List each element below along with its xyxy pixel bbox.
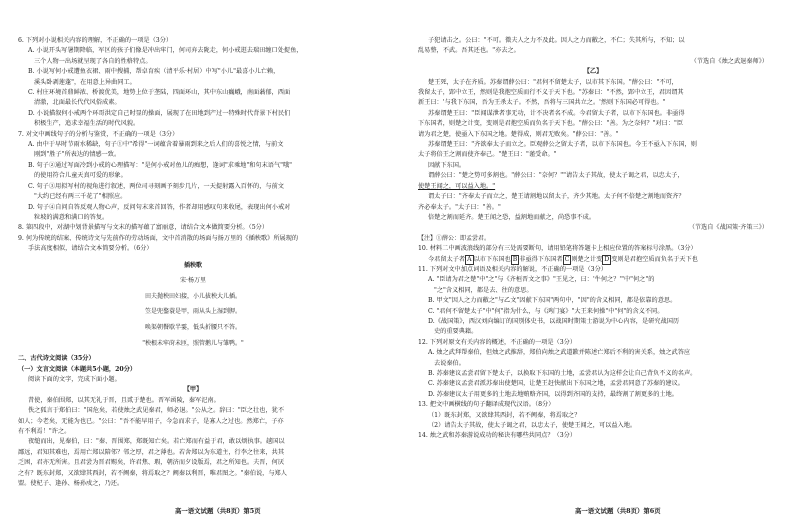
passage-yi-line-4: 苏秦谓楚王曰："臣闻谋泄者事无功，计不决者名不成。今君留太子者，以市下东国也。非亟得: [428, 109, 685, 117]
passage-jia-label: 【甲】: [183, 386, 203, 394]
q11-option-d-cont: 史的重要典籍。: [434, 328, 478, 336]
right-column: [418, 36, 768, 442]
page-footer-left: 高一语文试题（共8页）第5页: [175, 507, 261, 515]
q7-option-b-cont: 的使用符合儿童天真可爱的形象。: [34, 172, 127, 180]
question-14: 14. 烛之武和苏秦游说成功的秘诀有哪些共同点？（3分）: [418, 432, 577, 440]
passage-yi-line-10: 谓薛公曰："楚之势可多割也。"薛公曰："奈何？""请告太子其故，使太子谒之君，以忠太子，: [428, 172, 684, 180]
left-column: [18, 36, 368, 489]
section-2a-intro: 阅读下面的文字，完成下面小题。: [28, 375, 121, 383]
q7-option-a: A. 由中于早时节雨水稀缺，句子①中"希得"一词蕴含着暴雨到来之后人们的喜悦之情，与前文: [28, 141, 284, 149]
question-10-segments: [418, 255, 768, 265]
passage-yi-line-11: 使楚王闻之，可以益入地。": [418, 182, 496, 190]
box-b: B: [512, 255, 518, 263]
q11-option-a-cont: "之"含义相同，都是去、往的意思。: [434, 286, 533, 294]
passage-jia-line-7: 乏困，君亦无所害。且君尝为晋君赐矣，许君焦、瑕，朝济而夕设版焉，君之所知也。夫晋，何厌: [18, 459, 285, 467]
poem-line-1: 田夫抛秧田妇接，小儿拔秧大儿插。: [144, 292, 241, 300]
question-10: 10. 材料二中画波浪线的部分有三处需要断句，请用铅笔将答题卡上相应位置的答案标号涂黑。（3分）: [418, 245, 697, 253]
passage-yi-line-14: 倍楚之割而延齐。楚王闻之恐，益割地而献之，尚恐事不成。: [428, 213, 596, 221]
question-8: 8. 第四段中，对湖中划背景描写与文末的描写蕴了富丽意，请结合文本做简要分析。（5分）: [18, 224, 269, 232]
passage-jia-line-4: 有不利焉！"许之。: [18, 427, 71, 435]
section-2-heading: 二、古代诗文阅读（35分）: [18, 355, 95, 363]
q7-option-b: B. 句子②通过写面冷到小戒的心理描写："是何小戒对鱼儿的痴想，逢词"求乘地"和句末语气"哦": [28, 161, 293, 169]
segment-3: 非亟得下东国者: [519, 255, 563, 263]
q7-option-a-cont: 刚到"胜子"所表达的情感一致。: [34, 151, 121, 159]
q6-option-d: D. 小说描叙何小戒两个环哥洪定自己时显的操面，展现了在田地到产过一特殊时代背景下村民们: [28, 109, 291, 117]
passage-yi-line-8: 太子将倍王之割而使齐奉己。"楚王曰："谨受命。": [418, 151, 557, 159]
page-footer-right: 高一语文试题（共8页）第6页: [575, 507, 661, 515]
passage-jia-line-10: 子犯请击之。公曰："不可。微夫人之力不及此。因人之力而敝之，不仁；失其所与，不知；以: [428, 37, 685, 44]
q13-part-2: （2）请告太子其故，使太子谒之君，以忠太子，使楚王闻之，可以益入地。: [428, 422, 637, 430]
segment-2: 以市下东国也: [473, 255, 511, 263]
poem-title: 插秧歌: [183, 261, 202, 269]
passage-yi-line-2: 我留太子，郢中立王，然则是我抱空质而行不义于天下也。"苏秦曰："不然，郢中立王，君因谓其: [418, 89, 684, 97]
passage-jia-line-11: 乱易整，不武。吾其还也。"亦去之。: [418, 47, 520, 55]
q12-option-b: B. 苏秦建议孟尝君留下楚太子，以换取下东国的土地，孟尝君认为这样会让自己背负不义的名声。: [428, 370, 697, 377]
q13-part-1: （1）既东封郑，又欲肆其西封，若不阙秦，将焉取之？: [428, 411, 581, 419]
passage-jia-line-2: 佚之狐言于郑伯曰："国危矣，若使烛之武见秦君，师必退。"公从之。辞曰："臣之壮也，犹不: [28, 407, 285, 415]
segment-5: 变则是君抱空质而负名于天下也: [611, 255, 698, 263]
q12-option-a: A. 烛之武拜帮秦伯，但烛之武推辞，郑伯向烛之武道歉并陈述亡郑后不利的害关系，烛之武答应: [428, 349, 691, 357]
passage-jia-line-8: 之有？既东封郑，又欲肆其西封，若不阙秦，将焉取之？阙秦以利晋，唯君图之。"秦伯说，与郑人: [18, 469, 287, 477]
passage-jia-line-6: 鄙远，君知其难也，焉用亡郑以陪邻？邻之厚，君之薄也。若舍郑以为东道主，行李之往来，共其: [18, 448, 285, 456]
passage-yi-line-6: 请为君之楚，使亟入下东国之地。楚得成，则君无败矣。"薛公曰："善。": [418, 130, 619, 138]
passage-jia-source: （节选自《烛之武退秦师》）: [690, 57, 768, 65]
q6-option-c: C. 村庄环境首鼎鲜浓、桥渡优美，地势上位于垄陆，四面环山，其中东山巍峨，南面蓊郁，西面: [28, 89, 291, 97]
q6-option-c-cont: 清澈，北面最长代代风俗成素。: [34, 99, 121, 107]
q12-option-c: C. 苏秦建议孟尝君派苏秦出使楚国，让楚王赶快献出下东国之地，孟尝君同意了苏秦的建议。: [428, 380, 684, 388]
poem-line-2: 笠是兜鍪蓑是甲，雨从头上湿到胛。: [144, 308, 241, 316]
q11-option-c: C. "君何不留楚太子"中"何"指为什么，与《鸿门宴》"大王来何操"中"何"的含义不同。: [428, 307, 664, 315]
passage-yi-line-12: 谓太子曰："齐奉太子而立之，楚王请割地以留太子，齐少其地。太子何不倍楚之割地而资齐？: [428, 193, 685, 201]
passage-yi-source: （节选自《战国策·齐策三》）: [688, 224, 768, 232]
q7-option-d-cont: 粒坡的满意和满口的答复。: [34, 213, 109, 221]
q12-option-d: D. 苏秦建议太子用更多的土地去地贿赂齐国，以得到齐国的支持，最终割了割更多的土地。: [428, 390, 678, 398]
poem-line-3: 唤渠朝餐歇半霎，低头折腰只不答。: [144, 323, 241, 331]
passage-yi-line-7: 苏秦谓楚王曰："齐欲奉太子而立之。臣观薛公之留太子者，以市下东国也。今王不亟入下东国，则: [428, 141, 697, 149]
box-d: D: [604, 255, 610, 263]
box-c: C: [564, 255, 570, 263]
question-9-cont: 手法高度相似，请结合文本简要分析。（6分）: [28, 245, 153, 253]
q11-option-d: D.《战国策》，西汉刘向编订的国别体史书，以战国时期策士游说为中心内容，是研究战国历: [428, 317, 680, 325]
q6-option-d-cont: 积极生产，追求幸福生活的时代风貌。: [34, 120, 140, 128]
section-2a-heading: （一）文言文阅读（本题共5小题，20分）: [18, 365, 137, 373]
q6-option-a: A. 小说开头写暑期降临，军区的孩子们像是冲出牢门，何司弃去陇走，何小戒逛去瑞田缠口处捉鱼，: [28, 47, 303, 55]
passage-yi-line-3: 新王曰：'与我下东国，吾为王杀太子。不然，吾将与三国共立之。'然则下东国必可得也。": [418, 99, 666, 107]
question-11: 11. 下列对文中加点词语及相关内容的解说，不正确的一项是（3分）: [418, 265, 607, 273]
passage-jia-line-3: 如人；今老矣，无能为也已。"公曰："吾不能早用子，今急而求子，是寡人之过也。然郑亡，子亦: [18, 417, 284, 425]
q6-option-b-cont: 溪头卧剥莲蓬"，在用意上异曲同工。: [34, 78, 136, 86]
q12-option-a-cont: 去说秦伯。: [434, 359, 465, 367]
q7-option-c-cont: "大约已经有两三千花了"相照应。: [34, 193, 127, 201]
question-13: 13. 把文中画横线的句子翻译成现代汉语。（8分）: [418, 401, 555, 409]
question-12: 12. 下列对原文有关内容的概述，不正确的一项是（3分）: [418, 338, 577, 346]
q6-option-b: B. 小说写何小戒遭鱼衣裙、雨中搜捕，帮卓育疾（清平乐·村居）中写"小儿"最喜小儿亡赖，: [28, 68, 280, 76]
passage-yi-line-9: 因献下东国。: [428, 161, 466, 169]
passage-jia-line-1: 昔使，秦伯围郑，以其无礼于晋，且贰于楚也。晋军函陵，秦军氾南。: [28, 396, 220, 404]
box-a: A: [467, 255, 472, 263]
segment-4: 则楚之计变: [571, 255, 603, 263]
passage-yi-line-5: 下东国者，则楚之计变，变则是君抱空质而负名于天下也。"薛公曰："善。为之奈何？"对曰："臣: [418, 120, 684, 128]
poem-line-4: "秧根未牢莳未匝，照管鹅儿与雏鸭。": [142, 339, 244, 347]
passage-yi-line-13: 齐必奉太子。"太子曰："善。": [418, 203, 501, 211]
q11-option-b: B. 甲文"因人之力而敝之"与乙文"因献下东国"两句中，"因"的含义相同，都是依靠的意思。: [428, 297, 677, 305]
question-9: 9. 何为传统的结案、传统诗文与先前作的劳动场面，文中首消散的场面与扬万里的《插秧歌》所展现的: [18, 234, 299, 242]
passage-jia-line-9: 盟。使杞子、逢孙、杨孙戍之，乃还。: [18, 479, 124, 487]
q6-option-a-cont: 三个人物一出场就呈现了各自的性格特点。: [34, 57, 152, 65]
segment-1: 今君留太子者: [428, 255, 466, 263]
question-6: 6. 下列对小说相关内容的理解，不正确的一项是（3分）: [18, 37, 173, 44]
poem-author: 宋·杨万里: [180, 277, 206, 285]
q7-option-c: C. 句子③用拟写村的视角进行叙述，两位司寻刻画予刻步几片，一天提射露入百怀的，与前文: [28, 182, 284, 190]
q7-option-d: D. 句子④自问自答反观人物心声，反问句末来首回答，作者却用感叹句来收尾，表现出何小戒对: [28, 203, 291, 211]
passage-jia-line-5: 夜缒而出，见秦伯，曰："秦、晋围郑，郑既知亡矣。若亡郑而有益于君，敢以烦执事。越国以: [28, 438, 285, 446]
passage-yi-label: 【乙】: [583, 68, 603, 76]
annotation-note: 【注】①薛公：即孟尝君。: [418, 234, 491, 242]
passage-yi-line-1: 楚王死，太子在齐质。苏秦谓薛公曰："君何不留楚太子，以市其下东国。"薛公曰："不可，: [428, 78, 678, 86]
q11-option-a: A. "臣请为君之楚"中"之"与《齐桓晋文之事》"王见之，曰：'牛何之？'"中"何之"的: [428, 276, 655, 284]
question-7: 7. 对文中画线句子的分析与鉴赏，不正确的一项是（3分）: [18, 130, 179, 138]
